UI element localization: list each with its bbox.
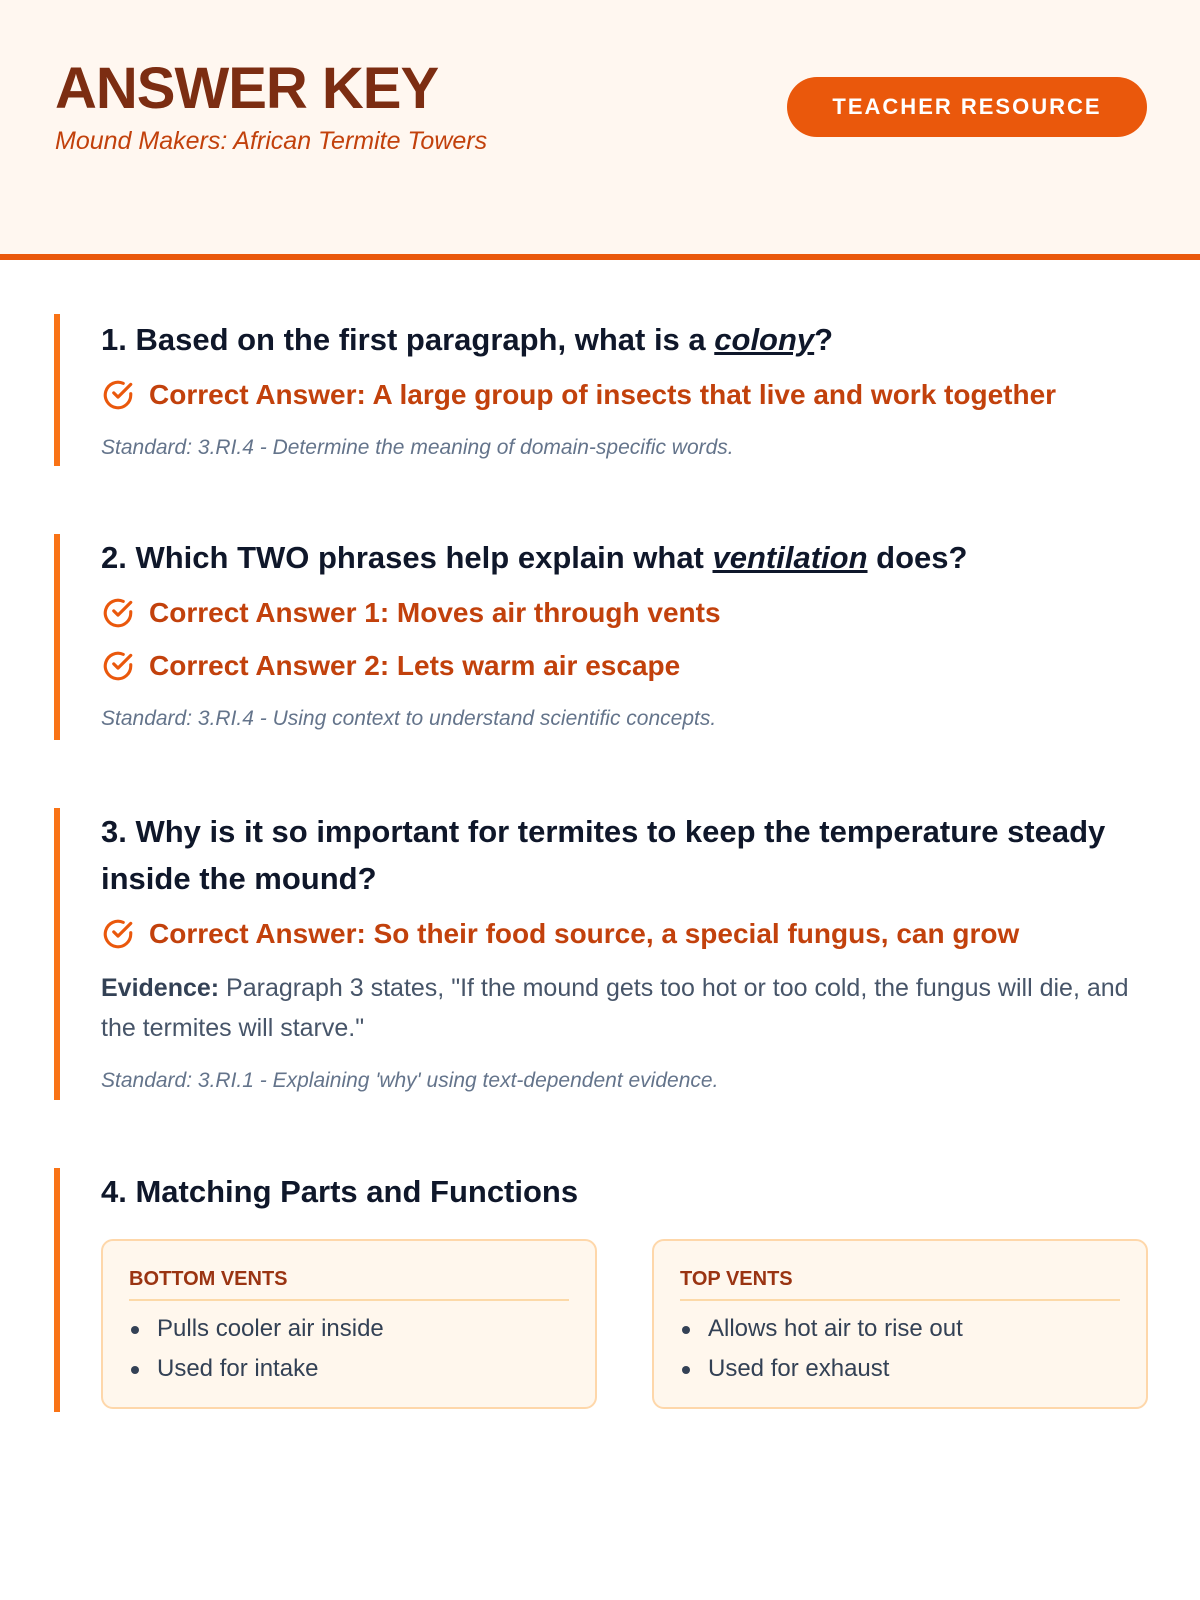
question-2-term: ventilation [712, 540, 868, 575]
question-1-suffix: ? [814, 322, 834, 357]
card-list [129, 1309, 569, 1389]
matching-cards [101, 1239, 1148, 1409]
list-item: Allows hot air to rise out [680, 1309, 1120, 1349]
page-subtitle: Mound Makers: African Termite Towers [55, 127, 488, 155]
question-1-answer [101, 375, 1148, 415]
list-item: Used for exhaust [680, 1349, 1120, 1389]
evidence-label: Evidence: [101, 974, 220, 1002]
question-1-text [101, 316, 1148, 363]
check-circle-icon [101, 649, 135, 683]
question-2-section [54, 534, 1148, 740]
check-circle-icon [101, 917, 135, 951]
question-3-standard: Standard: 3.RI.1 - Explaining 'why' using text-dependent evidence. [101, 1069, 719, 1092]
question-2-text [101, 534, 1148, 581]
question-3-section [54, 808, 1148, 1100]
question-2-prefix: 2. Which TWO phrases help explain what [101, 540, 713, 575]
check-circle-icon [101, 596, 135, 630]
question-2-standard: Standard: 3.RI.4 - Using context to understand scientific concepts. [101, 707, 717, 730]
top-vents-card [652, 1239, 1148, 1409]
question-2-answer-1-text: Correct Answer 1: Moves air through vents [149, 597, 721, 628]
question-3-answer-text: Correct Answer: So their food source, a special fungus, can grow [149, 918, 1020, 949]
list-item: Pulls cooler air inside [129, 1309, 569, 1349]
card-title: BOTTOM VENTS [129, 1265, 569, 1301]
question-1-standard: Standard: 3.RI.4 - Determine the meaning of domain-specific words. [101, 436, 734, 459]
question-3-evidence [101, 968, 1148, 1048]
question-4-text: 4. Matching Parts and Functions [101, 1174, 579, 1209]
bottom-vents-card [101, 1239, 597, 1409]
question-1-term: colony [714, 322, 815, 357]
list-item: Used for intake [129, 1349, 569, 1389]
page-header [0, 0, 1200, 260]
teacher-resource-badge: TEACHER RESOURCE [787, 77, 1147, 137]
check-circle-icon [101, 378, 135, 412]
question-2-suffix: does? [867, 540, 968, 575]
card-title: TOP VENTS [680, 1265, 1120, 1301]
question-3-answer [101, 914, 1148, 954]
page-title: ANSWER KEY [55, 56, 439, 121]
card-list [680, 1309, 1120, 1389]
question-3-text: 3. Why is it so important for termites to keep the temperature steady inside the mound? [101, 814, 1106, 896]
question-1-prefix: 1. Based on the first paragraph, what is a [101, 322, 715, 357]
question-2-answer-2-text: Correct Answer 2: Lets warm air escape [149, 650, 681, 681]
question-2-answer-1 [101, 593, 1148, 633]
question-1-answer-text: Correct Answer: A large group of insects that live and work together [149, 379, 1057, 410]
question-4-section [54, 1168, 1148, 1412]
question-1-section [54, 314, 1148, 466]
evidence-text: Paragraph 3 states, "If the mound gets too hot or too cold, the fungus will die, and the termites will starve." [101, 974, 1129, 1042]
question-2-answer-2 [101, 646, 1148, 686]
